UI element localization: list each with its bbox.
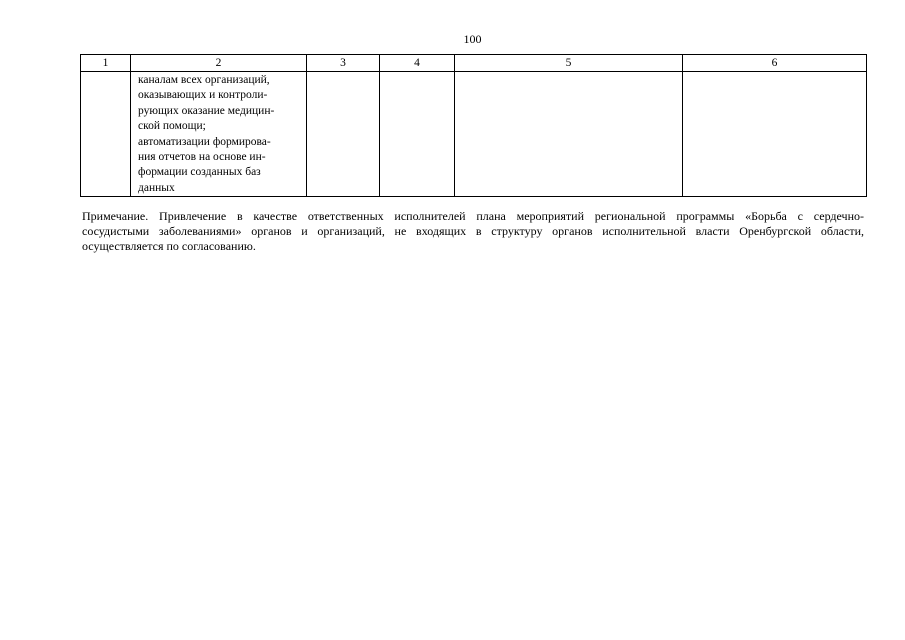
data-table: [80, 54, 867, 197]
col2-line: оказывающих и контроли-: [138, 89, 268, 102]
table-header-row: [81, 55, 867, 72]
col2-line: формации созданных баз: [138, 166, 261, 179]
note-line: осуществляется по согласованию.: [82, 239, 256, 253]
col2-line: ния отчетов на основе ин-: [138, 151, 266, 164]
table-row: [81, 72, 867, 197]
table-header-col-6: 6: [683, 55, 867, 72]
table-cell-col-4: [380, 72, 455, 197]
col2-text-block: [131, 72, 306, 196]
table-header-col-5: 5: [455, 55, 683, 72]
table-header-col-2: 2: [131, 55, 307, 72]
col2-line: рующих оказание медицин-: [138, 104, 275, 117]
table-cell-col-1: [81, 72, 131, 197]
col2-line: каналам всех организаций,: [138, 74, 270, 86]
table-cell-col-3: [307, 72, 380, 197]
table-header-col-4: 4: [380, 55, 455, 72]
col2-line: ской помощи;: [138, 120, 206, 133]
note-line: Примечание. Привлечение в качестве ответственных исполнителей плана мероприятий региональной программы «Борьба с сердечно-: [82, 209, 864, 223]
table-cell-col-5: [455, 72, 683, 197]
table-header-col-1: 1: [81, 55, 131, 72]
table-header-col-3: 3: [307, 55, 380, 72]
note-paragraph: [82, 209, 864, 254]
table-cell-col-2: [131, 72, 307, 197]
col2-line: автоматизации формирова-: [138, 135, 271, 148]
note-line: сосудистыми заболеваниями» органов и организаций, не входящих в структуру органов исполнительной власти Оренбургской области,: [82, 224, 864, 238]
table-cell-col-6: [683, 72, 867, 197]
col2-line: данных: [138, 181, 175, 194]
page-number: 100: [463, 32, 482, 46]
